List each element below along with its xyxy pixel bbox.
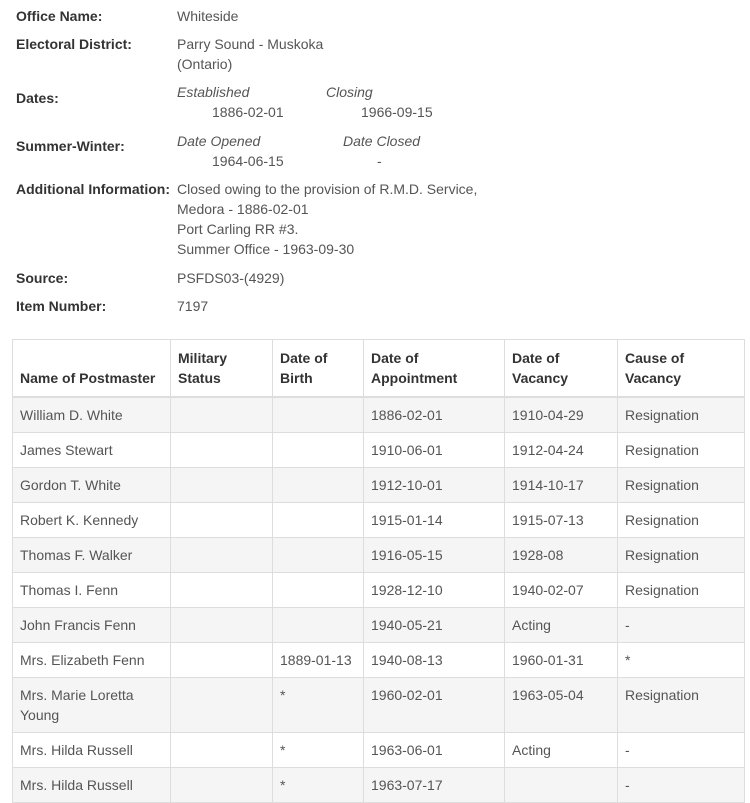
date-of-birth-cell	[273, 433, 364, 468]
cause-of-vacancy-cell: -	[618, 608, 745, 643]
source-label: Source:	[16, 270, 69, 286]
date-of-appointment-cell: 1940-08-13	[364, 643, 505, 678]
additional-info-line: Port Carling RR #3.	[177, 221, 299, 237]
date-of-appointment-cell: 1886-02-01	[364, 397, 505, 433]
table-row	[13, 678, 745, 733]
table-row	[13, 573, 745, 608]
postmaster-name-cell: James Stewart	[13, 433, 171, 468]
source-value: PSFDS03-(4929)	[177, 270, 285, 286]
date-of-vacancy-cell: 1915-07-13	[505, 503, 618, 538]
cause-of-vacancy-cell: Resignation	[618, 503, 745, 538]
postmaster-name-cell: Mrs. Hilda Russell	[13, 768, 171, 803]
date-of-vacancy-cell: 1910-04-29	[505, 397, 618, 433]
date-of-birth-cell	[273, 608, 364, 643]
electoral-district-line2: (Ontario)	[177, 56, 233, 72]
date-of-appointment-cell: 1915-01-14	[364, 503, 505, 538]
col-header-cause-of-vacancy: Cause of Vacancy	[618, 340, 745, 398]
date-of-birth-cell	[273, 397, 364, 433]
electoral-district-label: Electoral District:	[16, 36, 132, 52]
date-of-vacancy-cell: Acting	[505, 733, 618, 768]
date-of-birth-cell	[273, 503, 364, 538]
postmaster-name-cell: Mrs. Hilda Russell	[13, 733, 171, 768]
col-header-date-of-birth: Date of Birth	[273, 340, 364, 398]
office-name-label: Office Name:	[16, 8, 103, 24]
table-row	[13, 468, 745, 503]
electoral-district-line1: Parry Sound - Muskoka	[177, 36, 324, 52]
summer-winter-label: Summer-Winter:	[16, 138, 125, 154]
date-of-vacancy-cell: 1928-08	[505, 538, 618, 573]
item-number-label: Item Number:	[16, 298, 107, 314]
military-status-cell	[171, 678, 273, 733]
cause-of-vacancy-cell: Resignation	[618, 538, 745, 573]
postmaster-name-cell: John Francis Fenn	[13, 608, 171, 643]
date-of-birth-cell	[273, 468, 364, 503]
date-opened-label: Date Opened	[177, 133, 261, 149]
date-of-birth-cell	[273, 573, 364, 608]
date-closed-label: Date Closed	[343, 133, 421, 149]
date-of-appointment-cell: 1960-02-01	[364, 678, 505, 733]
date-of-appointment-cell: 1940-05-21	[364, 608, 505, 643]
date-of-birth-cell: 1889-01-13	[273, 643, 364, 678]
military-status-cell	[171, 608, 273, 643]
table-row	[13, 538, 745, 573]
military-status-cell	[171, 643, 273, 678]
date-of-vacancy-cell	[505, 768, 618, 803]
military-status-cell	[171, 433, 273, 468]
military-status-cell	[171, 768, 273, 803]
office-name-value: Whiteside	[177, 8, 239, 24]
date-of-vacancy-cell: 1940-02-07	[505, 573, 618, 608]
military-status-cell	[171, 573, 273, 608]
date-of-appointment-cell: 1916-05-15	[364, 538, 505, 573]
additional-info-line: Closed owing to the provision of R.M.D. Service,	[177, 181, 478, 197]
table-row	[13, 733, 745, 768]
date-opened-value: 1964-06-15	[212, 153, 284, 169]
closing-label: Closing	[326, 84, 373, 100]
col-header-date-of-appointment: Date of Appointment	[364, 340, 505, 398]
cause-of-vacancy-cell: -	[618, 733, 745, 768]
date-closed-value: -	[377, 153, 382, 169]
table-row	[13, 643, 745, 678]
cause-of-vacancy-cell: Resignation	[618, 573, 745, 608]
postmaster-name-cell: Mrs. Marie Loretta Young	[13, 678, 171, 733]
cause-of-vacancy-cell: *	[618, 643, 745, 678]
military-status-cell	[171, 468, 273, 503]
date-of-vacancy-cell: 1960-01-31	[505, 643, 618, 678]
cause-of-vacancy-cell: Resignation	[618, 468, 745, 503]
date-of-birth-cell: *	[273, 678, 364, 733]
dates-label: Dates:	[16, 90, 59, 106]
additional-info-label: Additional Information:	[16, 181, 170, 197]
table-header-row	[13, 340, 745, 398]
date-of-appointment-cell: 1963-07-17	[364, 768, 505, 803]
table-row	[13, 503, 745, 538]
established-value: 1886-02-01	[212, 104, 284, 120]
col-header-military-status: Military Status	[171, 340, 273, 398]
postmaster-name-cell: Thomas F. Walker	[13, 538, 171, 573]
date-of-appointment-cell: 1912-10-01	[364, 468, 505, 503]
date-of-vacancy-cell: 1912-04-24	[505, 433, 618, 468]
table-row	[13, 433, 745, 468]
date-of-appointment-cell: 1963-06-01	[364, 733, 505, 768]
postmaster-name-cell: Mrs. Elizabeth Fenn	[13, 643, 171, 678]
date-of-birth-cell: *	[273, 733, 364, 768]
military-status-cell	[171, 733, 273, 768]
col-header-date-of-vacancy: Date of Vacancy	[505, 340, 618, 398]
military-status-cell	[171, 503, 273, 538]
military-status-cell	[171, 538, 273, 573]
item-number-value: 7197	[177, 298, 209, 314]
table-row	[13, 608, 745, 643]
table-row	[13, 397, 745, 433]
date-of-vacancy-cell: 1963-05-04	[505, 678, 618, 733]
postmaster-name-cell: Thomas I. Fenn	[13, 573, 171, 608]
cause-of-vacancy-cell: Resignation	[618, 433, 745, 468]
date-of-birth-cell: *	[273, 768, 364, 803]
postmaster-name-cell: William D. White	[13, 397, 171, 433]
postmasters-table	[12, 339, 745, 803]
closing-value: 1966-09-15	[361, 104, 433, 120]
postmaster-name-cell: Gordon T. White	[13, 468, 171, 503]
established-label: Established	[177, 84, 250, 100]
cause-of-vacancy-cell: Resignation	[618, 397, 745, 433]
postmaster-name-cell: Robert K. Kennedy	[13, 503, 171, 538]
table-row	[13, 768, 745, 803]
date-of-vacancy-cell: Acting	[505, 608, 618, 643]
date-of-appointment-cell: 1910-06-01	[364, 433, 505, 468]
additional-info-line: Medora - 1886-02-01	[177, 201, 309, 217]
date-of-vacancy-cell: 1914-10-17	[505, 468, 618, 503]
date-of-appointment-cell: 1928-12-10	[364, 573, 505, 608]
cause-of-vacancy-cell: Resignation	[618, 678, 745, 733]
military-status-cell	[171, 397, 273, 433]
col-header-name: Name of Postmaster	[13, 340, 171, 398]
date-of-birth-cell	[273, 538, 364, 573]
additional-info-line: Summer Office - 1963-09-30	[177, 241, 355, 257]
cause-of-vacancy-cell: -	[618, 768, 745, 803]
